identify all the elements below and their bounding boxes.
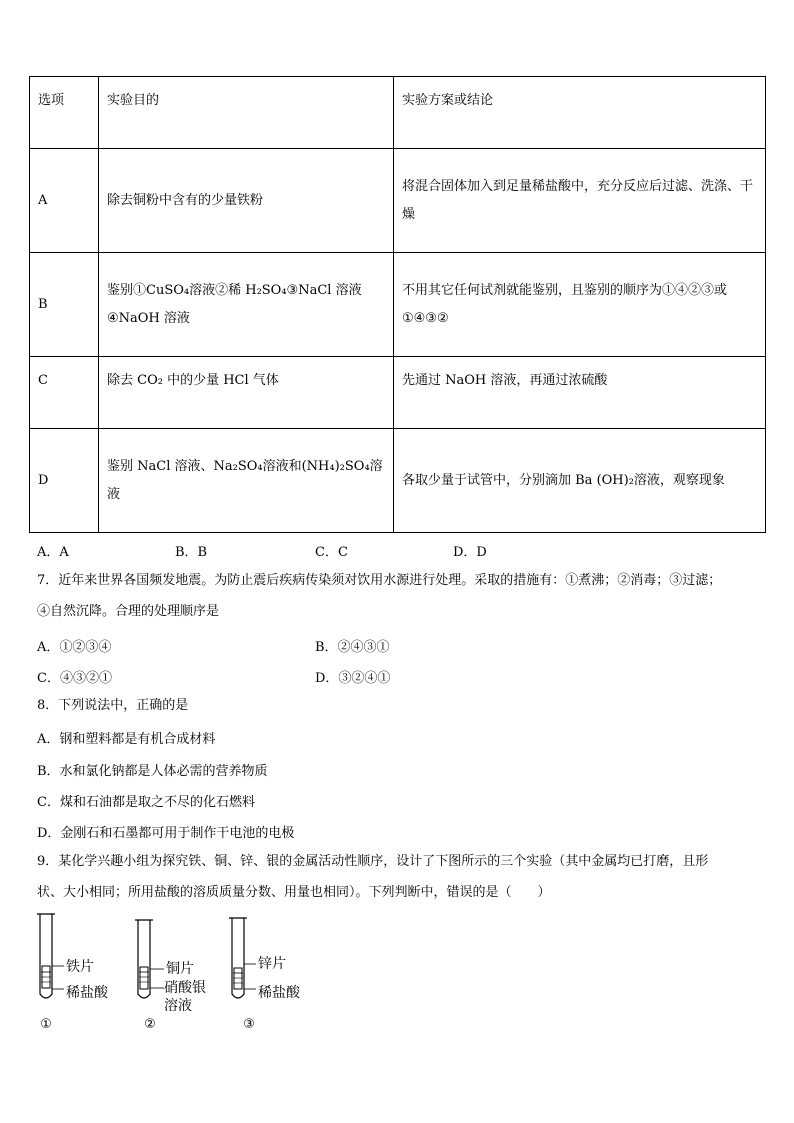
table-row	[30, 429, 766, 533]
copper-strip	[140, 967, 148, 989]
q8-option-d[interactable]: D．金刚石和石墨都可用于制作干电池的电极	[37, 826, 295, 841]
purpose-line: ④NaOH 溶液	[107, 310, 190, 326]
header-option: 选项	[30, 77, 99, 149]
purpose-line: 鉴别①CuSO₄溶液②稀 H₂SO₄③NaCl 溶液	[107, 282, 362, 298]
header-plan: 实验方案或结论	[394, 77, 766, 149]
q6-option-c[interactable]: C．C	[315, 545, 348, 560]
q7-option-b[interactable]: B．②④③①	[315, 640, 390, 655]
row-plan: 各取少量于试管中，分别滴加 Ba (OH)₂溶液，观察现象	[394, 429, 766, 533]
q7-option-c[interactable]: C．④③②①	[37, 671, 112, 686]
tube1-number: ①	[40, 1017, 52, 1032]
table-row	[30, 253, 766, 357]
q8-option-a[interactable]: A．钢和塑料都是有机合成材料	[37, 732, 216, 747]
row-option: B	[30, 253, 99, 357]
table-header-row	[30, 77, 766, 149]
q6-option-b[interactable]: B．B	[175, 545, 208, 560]
q7-option-d[interactable]: D．③②④①	[315, 671, 391, 686]
test-tubes-drawing	[30, 910, 360, 1040]
q8-stem: 8．下列说法中，正确的是	[37, 698, 189, 713]
purpose-line: 鉴别 NaCl 溶液、Na₂SO₄溶液和(NH₄)₂SO₄溶	[107, 458, 383, 474]
tube2-metal-label: 铜片	[166, 961, 194, 977]
row-plan: 将混合固体加入到足量稀盐酸中，充分反应后过滤、洗涤、干燥	[394, 149, 766, 253]
tube2-liquid-label: 硝酸银	[164, 980, 206, 996]
row-plan	[394, 253, 766, 357]
purpose-line: 液	[107, 486, 121, 502]
row-option: D	[30, 429, 99, 533]
tube3-liquid-label: 稀盐酸	[258, 985, 300, 1001]
tube3-metal-label: 锌片	[258, 956, 286, 972]
row-purpose	[99, 429, 394, 533]
plan-line: 不用其它任何试剂就能鉴别，且鉴别的顺序为①④②③或	[402, 282, 728, 298]
test-tube-figure	[30, 910, 360, 1040]
q7-stem-line: ④自然沉降。合理的处理顺序是	[37, 604, 220, 619]
row-option: A	[30, 149, 99, 253]
q6-option-d[interactable]: D．D	[453, 545, 487, 560]
tube2-liquid-label: 溶液	[164, 998, 192, 1014]
tube3-number: ③	[243, 1017, 255, 1032]
tube1-liquid-label: 稀盐酸	[66, 985, 108, 1001]
q8-option-b[interactable]: B．水和氯化钠都是人体必需的营养物质	[37, 764, 268, 779]
row-purpose: 除去铜粉中含有的少量铁粉	[99, 149, 394, 253]
q8-option-c[interactable]: C．煤和石油都是取之不尽的化石燃料	[37, 795, 255, 810]
q9-stem-line: 9．某化学兴趣小组为探究铁、铜、锌、银的金属活动性顺序，设计了下图所示的三个实验（其中金属均已打磨，且形	[37, 854, 709, 869]
options-table	[29, 76, 766, 533]
q6-option-a[interactable]: A．A	[37, 545, 69, 560]
zinc-strip	[234, 968, 242, 989]
q7-stem-line: 7．近年来世界各国频发地震。为防止震后疾病传染须对饮用水源进行处理。采取的措施有：①煮沸；②消毒；③过滤；	[37, 573, 722, 588]
table-row	[30, 149, 766, 253]
row-purpose	[99, 253, 394, 357]
tube1-metal-label: 铁片	[66, 959, 94, 975]
q9-stem-line: 状、大小相同；所用盐酸的溶质质量分数、用量也相同）。下列判断中，错误的是（ ）	[37, 885, 551, 900]
test-tube-2	[135, 920, 206, 1032]
row-plan: 先通过 NaOH 溶液，再通过浓硫酸	[394, 357, 766, 429]
test-tube-3	[229, 918, 301, 1032]
test-tube-1	[37, 914, 109, 1032]
row-purpose: 除去 CO₂ 中的少量 HCl 气体	[99, 357, 394, 429]
header-purpose: 实验目的	[99, 77, 394, 149]
q7-option-a[interactable]: A．①②③④	[37, 640, 112, 655]
table-row	[30, 357, 766, 429]
row-option: C	[30, 357, 99, 429]
tube2-number: ②	[144, 1017, 156, 1032]
plan-line: ①④③②	[402, 310, 449, 326]
